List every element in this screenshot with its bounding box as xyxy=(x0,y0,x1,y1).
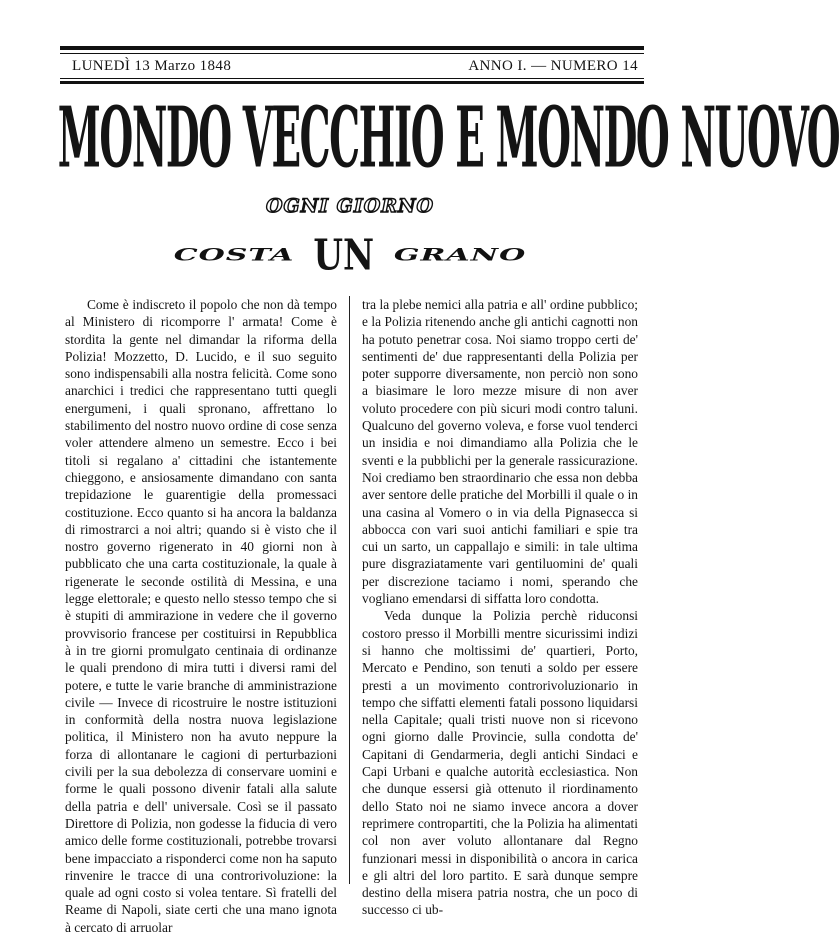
dateline-rule-thick xyxy=(60,81,644,84)
issue-number: ANNO I. — NUMERO 14 xyxy=(468,58,638,74)
masthead xyxy=(57,87,839,187)
subtitle-every-day: OGNI GIORNO xyxy=(265,195,435,217)
newspaper-title: MONDO VECCHIO E MONDO NUOVO xyxy=(57,87,839,187)
subtitle-un: UN xyxy=(313,230,375,281)
top-rule-thick xyxy=(60,46,644,50)
top-rule-thin xyxy=(60,53,644,54)
subtitle-price xyxy=(0,232,700,279)
subtitle-grano: GRANO xyxy=(393,245,527,266)
article-paragraph: tra la plebe nemici alla patria e all' ordine pubblico; e la Polizia ritenendo anche gli antichi cagnotti non ha potuto penetrar cosa. Noi siamo troppo certi de' sentimenti de' due rappresentanti della Polizia per poter supporre diversamente, non perciò non sono a biasimare le loro mezze misure di non aver voluto procedere con più sicuri modi contro taluni. Qualcuno del governo voleva, e forse vuol tenderci un insidia e noi dimandiamo alla Polizia che le sventi e la pubblichi per la generale rassicurazione. Noi crediamo ben straordinario che essa non debba aver sentore delle pratiche del Morbilli il quale o in una casina al Vomero o in via della Pignasecca si abbocca con vari suoi antichi familiari e spie tra cui un sarto, un cappallajo e simili: in tale ultima pure disgraziatamente vari gentiluomini de' quali per discrezione taciamo i nomi, sperando che vogliano emendarsi di siffatta loro condotta. xyxy=(362,297,638,607)
article-paragraph: Come è indiscreto il popolo che non dà tempo al Ministero di ricomporre l' armata! Come è stordita la gente nel dimandar la riforma della Polizia! Mozzetto, D. Lucido, e il suo seguito sono indispensabili alla nostra felicità. Come sono anarchici i tredici che rappresentano tutti quegli energumeni, i quali spronano, affrettano lo stabilimento del nostro nuovo ordine di cose senza voler attendere almeno un semestre. Ecco i bei titoli si regalano a' cittadini che istantemente chieggono, e ansiosamente dimandano con santa trepidazione le guarentigie della promessaci costituzione. Ecco quanto si ha ancora la baldanza di rimostrarci a noi altri; quando si è visto che il nostro governo rigenerato in 40 giorni non à pubblicato che una carta costituzionale, la quale à rigenerate le seconde ostilità di Messina, e una legge elettorale; e questo nello stesso tempo che si è stupiti di ammirazione in vedere che il governo provvisorio francese per costituirsi in Repubblica à in tre giorni promulgato centinaia di ordinanze le quali prendono di mira tutti i diversi rami del potere, e tutte le varie branche di amministrazione civile — Invece di ricostruire le nostre istituzioni in conformità della nostra nuova legislazione politica, il Ministero non ha avuto neppure la forza di allontanare le cagioni di perturbazioni civili per la sua debolezza di conservare uomini e forme le quali possono divenir fatali alla salute della patria e dell' universale. Così se il passato Direttore di Polizia, non godesse la fiducia di vero amico delle forme costituzionali, potrebbe trovarsi bene impacciato a risponderci come non ha saputo rinvenire le tracce di una controrivoluzione: la quale ad ogni costo si volea tentare. Sì fratelli del Reame di Napoli, siate certi che una mano ignota à cercato di arruolar xyxy=(65,297,337,935)
issue-date: LUNEDÌ 13 Marzo 1848 xyxy=(72,58,232,74)
article-column-left xyxy=(65,296,337,935)
dateline-rule-thin xyxy=(60,78,644,79)
article-paragraph: Veda dunque la Polizia perchè riduconsi costoro presso il Morbilli mentre sicurissimi indizi si hanno che moltissimi de' quartieri, Porto, Mercato e Pendino, son tenuti a soldo per essere presti a un movimento controrivoluzionario in tempo che siffatti elementi fatali possono liquidarsi nella Capitale; quali tristi nuove non si ricevono ogni giorno dalle Provincie, sulla condotta de' Capitani di Gendarmeria, degli antichi Sindaci e Capi Urbani e qualche autorità ecclesiastica. Non che dunque essersi già ottenuto il riordinamento dello Stato noi ne siamo invece ancora a dover reprimere contropartiti, che la Polizia ha alimentati col non aver voluto allontanare dal Regno funzionari messi in disponibilità o ancora in carica e gli altri del loro partito. E sarà dunque sempre destino della misera patria nostra, che un poco di successo ci ub- xyxy=(362,608,638,918)
subtitle-costa: COSTA xyxy=(173,245,295,266)
column-divider xyxy=(349,296,350,884)
article-column-right xyxy=(362,296,638,918)
